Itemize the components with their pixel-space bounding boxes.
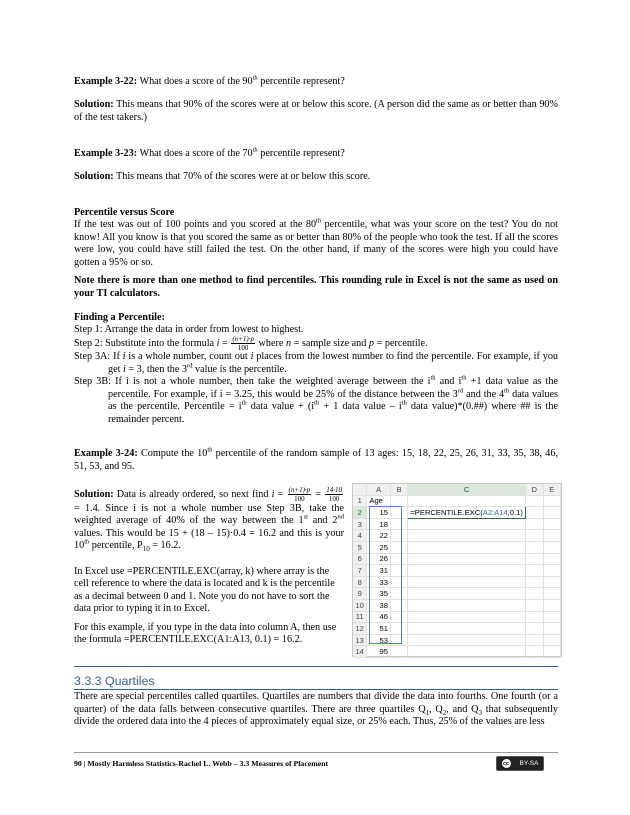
row-header[interactable]: 3 — [353, 518, 367, 530]
cell-a13[interactable]: 53 — [367, 634, 391, 646]
spreadsheet-grid — [353, 484, 561, 658]
cell-c4[interactable] — [408, 530, 526, 542]
quartiles-intro: There are special percentiles called quartiles. Quartiles are numbers that divide the data into fourths. One fourth (or a quarter) of the data falls between consecutive quartiles. There are three quartiles $Q_1$, $Q_2$, and $Q_3$ that subsequently divide the ordered data into the 4 pieces of approximately equal size, or 25% each. Thus, 25% of the values are less — [74, 691, 558, 728]
cell-d8[interactable] — [525, 576, 543, 588]
row-header[interactable]: 6 — [353, 553, 367, 565]
formula-text: =PERCENTILE.EXC( — [410, 507, 483, 517]
cc-icon: cc — [502, 760, 510, 767]
formula-cell-c2[interactable] — [408, 507, 526, 519]
cell-e6[interactable] — [543, 553, 560, 565]
example-3-23-solution: Solution: This means that 70% of the scores were at or below this score. — [74, 171, 371, 182]
column-header-c[interactable]: C — [408, 484, 526, 495]
formula-fraction: $\frac{(n+1)\cdot p}{100}$ — [232, 335, 254, 352]
column-header-a[interactable]: A — [367, 484, 391, 495]
cell-c11[interactable] — [408, 611, 526, 623]
cell-d4[interactable] — [525, 530, 543, 542]
cell-b11[interactable] — [390, 611, 407, 623]
cell-c14[interactable] — [408, 646, 526, 658]
fraction-14-10: $\frac{14\cdot 10}{100}$ — [326, 486, 342, 503]
cell-a12[interactable]: 51 — [367, 623, 391, 635]
cell-b13[interactable] — [390, 634, 407, 646]
cell-e12[interactable] — [543, 623, 560, 635]
formula-range-ref: A2:A14 — [482, 507, 508, 517]
footer-rule — [74, 752, 558, 753]
row-header[interactable]: 8 — [353, 576, 367, 588]
cell-d5[interactable] — [525, 541, 543, 553]
cell-e10[interactable] — [543, 599, 560, 611]
cell-a14[interactable]: 95 — [367, 646, 391, 658]
table-row — [353, 518, 561, 530]
finding-percentile-heading: Finding a Percentile: — [74, 312, 165, 323]
cell-e4[interactable] — [543, 530, 560, 542]
cell-c8[interactable] — [408, 576, 526, 588]
section-divider — [74, 689, 558, 690]
cell-b7[interactable] — [390, 565, 407, 577]
cell-d2[interactable] — [525, 507, 543, 519]
table-row — [353, 599, 561, 611]
cell-d7[interactable] — [525, 565, 543, 577]
column-header-b[interactable]: B — [390, 484, 407, 495]
row-header[interactable]: 12 — [353, 623, 367, 635]
cell-a3[interactable]: 18 — [367, 518, 391, 530]
cell-d11[interactable] — [525, 611, 543, 623]
cell-d14[interactable] — [525, 646, 543, 658]
table-row — [353, 634, 561, 646]
cell-b6[interactable] — [390, 553, 407, 565]
example-3-22-solution: Solution: This means that 90% of the scores were at or below this score. (A person did the same as or better than 90% of the test takers.) — [74, 99, 558, 123]
cell-b2[interactable] — [390, 507, 407, 519]
table-row — [353, 495, 561, 507]
cell-e9[interactable] — [543, 588, 560, 600]
table-row — [353, 565, 561, 577]
excel-spreadsheet — [352, 483, 562, 657]
row-header[interactable]: 2 — [353, 507, 367, 519]
row-header[interactable]: 5 — [353, 541, 367, 553]
cell-a8[interactable]: 33 — [367, 576, 391, 588]
page-footer: 90 | Mostly Harmless Statistics-Rachel L. Webb – 3.3 Measures of Placement — [74, 759, 329, 768]
cell-c12[interactable] — [408, 623, 526, 635]
cell-b14[interactable] — [390, 646, 407, 658]
table-row — [353, 646, 561, 658]
cell-a9[interactable]: 35 — [367, 588, 391, 600]
cell-e13[interactable] — [543, 634, 560, 646]
percentile-vs-score-body: If the test was out of 100 points and you scored at the 80th percentile, what was your score on the test? You do not know! All you know is that you scored the same as or better than 80% of the people who took the test. If all the scores were low, you could have still failed the test. On the other hand, if many of the scores were high you could have gotten a 95% or so. — [74, 217, 558, 268]
cell-b4[interactable] — [390, 530, 407, 542]
example-3-23-question: Example 3-23: What does a score of the 70th percentile represent? — [74, 146, 345, 159]
cell-c6[interactable] — [408, 553, 526, 565]
cell-b8[interactable] — [390, 576, 407, 588]
cell-e14[interactable] — [543, 646, 560, 658]
example-3-24-solution: Solution: Data is already ordered, so next find i = $\frac{(n+1)\cdot p}{100}$ = $\frac{14\cdot 10}{100}$ = 1.4. Since i is not a whole number use Step 3B, take the weighted average of 40% of the way between the 1st and 2nd values. This would be 15 + (18 – 15)·0.4 = 16.2 and this is your 10th percentile, $P_{10} = 16.2$. — [74, 486, 344, 554]
table-row — [353, 611, 561, 623]
cell-d6[interactable] — [525, 553, 543, 565]
cc-license-badge — [496, 756, 544, 771]
table-row — [353, 576, 561, 588]
rounding-note: Note there is more than one method to find percentiles. This rounding rule in Excel is not the same as used on your TI calculators. — [74, 275, 558, 299]
row-header[interactable]: 10 — [353, 599, 367, 611]
cell-d9[interactable] — [525, 588, 543, 600]
cell-e7[interactable] — [543, 565, 560, 577]
step-3b: Step 3B: If i is not a whole number, then take the weighted average between the $i^{th}$ and $i^{th} +1$ data value as the percentile. For example, if i = 3.25, this would be 25% of the distance between the 3rd and the 4th data values as the percentile. Percentile = $i^{th}$ data value + ($i^{th} + 1$ data value – $i^{th}$ data value)*(0.##) where ## is the remainder percent. — [74, 374, 559, 425]
section-title-quartiles: 3.3.3 Quartiles — [74, 674, 155, 688]
cell-c7[interactable] — [408, 565, 526, 577]
formula-arg: ,0.1) — [507, 507, 523, 517]
cell-b1[interactable] — [390, 495, 407, 507]
cell-d10[interactable] — [525, 599, 543, 611]
table-row — [353, 530, 561, 542]
cell-e2[interactable] — [543, 507, 560, 519]
example-3-24-question: Example 3-24: Compute the 10th percentile of the random sample of 13 ages: 15, 18, 22, 25, 26, 31, 33, 35, 38, 46, 51, 53, and 95. — [74, 446, 558, 472]
step-2: Step 2: Substitute into the formula i = $\frac{(n+1)\cdot p}{100}$ where n = sample size and p = percentile. — [74, 335, 428, 352]
row-header[interactable]: 13 — [353, 634, 367, 646]
row-header[interactable]: 1 — [353, 495, 367, 507]
cell-d3[interactable] — [525, 518, 543, 530]
cell-d1[interactable] — [525, 495, 543, 507]
cell-a7[interactable]: 31 — [367, 565, 391, 577]
row-header[interactable]: 7 — [353, 565, 367, 577]
cell-c9[interactable] — [408, 588, 526, 600]
cell-a10[interactable]: 38 — [367, 599, 391, 611]
cell-a4[interactable]: 22 — [367, 530, 391, 542]
cell-b5[interactable] — [390, 541, 407, 553]
column-header-e[interactable]: E — [543, 484, 560, 495]
cell-b12[interactable] — [390, 623, 407, 635]
table-row — [353, 553, 561, 565]
cell-d13[interactable] — [525, 634, 543, 646]
table-row — [353, 623, 561, 635]
cell-e1[interactable] — [543, 495, 560, 507]
cell-b3[interactable] — [390, 518, 407, 530]
excel-percentile-explanation: In Excel use =PERCENTILE.EXC(array, k) where array is the cell reference to where the data is located and k is the percentile as a decimal between 0 and 1. Note you do not have to sort the data prior to typing it in to Excel. — [74, 566, 335, 615]
row-header[interactable]: 14 — [353, 646, 367, 658]
cell-a6[interactable]: 26 — [367, 553, 391, 565]
step-3a: Step 3A: If i is a whole number, count out i places from the lowest number to find the percentile. For example, if you get i = 3, then the 3rd value is the percentile. — [74, 351, 559, 375]
cell-c3[interactable] — [408, 518, 526, 530]
cell-c10[interactable] — [408, 599, 526, 611]
fraction-n-plus-1-p: $\frac{(n+1)\cdot p}{100}$ — [288, 486, 311, 503]
cell-e8[interactable] — [543, 576, 560, 588]
excel-percentile-example: For this example, if you type in the data into column A, then use the formula =PERCENTILE.EXC(A1:A13, 0.1) = 16.2. — [74, 622, 337, 646]
row-header[interactable]: 4 — [353, 530, 367, 542]
table-row — [353, 588, 561, 600]
cell-e11[interactable] — [543, 611, 560, 623]
corner-cell[interactable] — [353, 484, 367, 495]
cell-a1[interactable]: Age — [367, 495, 391, 507]
cell-c5[interactable] — [408, 541, 526, 553]
cell-b9[interactable] — [390, 588, 407, 600]
cell-a2[interactable]: 15 — [367, 507, 391, 519]
step-1: Step 1: Arrange the data in order from lowest to highest. — [74, 324, 304, 335]
cell-a11[interactable]: 46 — [367, 611, 391, 623]
cell-d12[interactable] — [525, 623, 543, 635]
cell-e5[interactable] — [543, 541, 560, 553]
percentile-vs-score-heading: Percentile versus Score — [74, 207, 175, 218]
cell-e3[interactable] — [543, 518, 560, 530]
row-header[interactable]: 9 — [353, 588, 367, 600]
column-header-d[interactable]: D — [525, 484, 543, 495]
section-divider-top — [74, 666, 558, 667]
cell-b10[interactable] — [390, 599, 407, 611]
table-row — [353, 541, 561, 553]
cell-a5[interactable]: 25 — [367, 541, 391, 553]
example-3-22-question: Example 3-22: What does a score of the 90th percentile represent? — [74, 74, 345, 87]
cell-c13[interactable] — [408, 634, 526, 646]
cell-c1[interactable] — [408, 495, 526, 507]
license-text: BY-SA — [519, 760, 539, 767]
table-row — [353, 507, 561, 519]
row-header[interactable]: 11 — [353, 611, 367, 623]
